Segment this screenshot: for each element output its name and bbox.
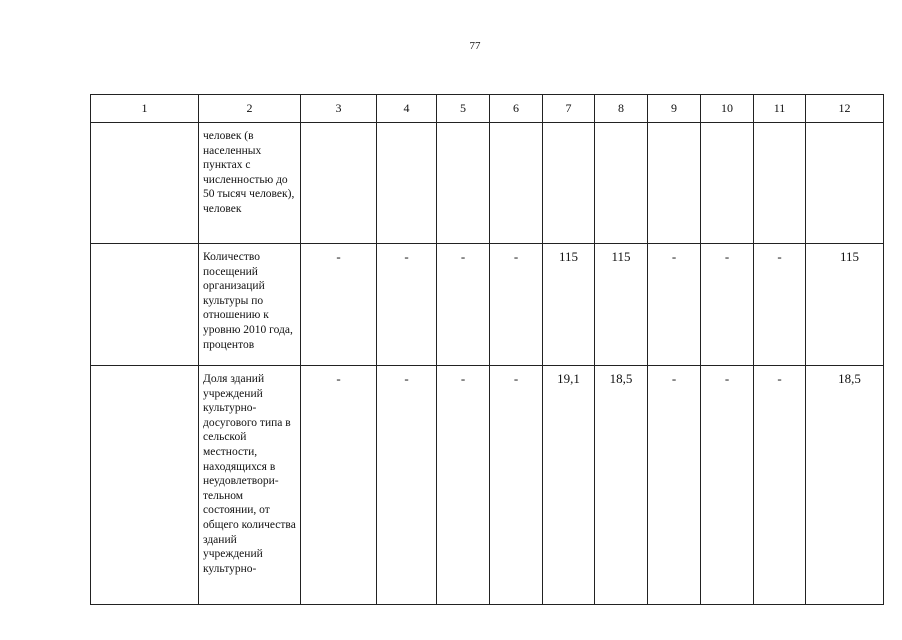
table-cell: 115 (595, 244, 648, 366)
table-cell (806, 123, 884, 244)
header-cell: 7 (543, 95, 595, 123)
table-header-row (91, 95, 884, 123)
table-cell: - (437, 244, 490, 366)
page-number: 77 (469, 40, 481, 52)
table-cell: - (301, 244, 377, 366)
table-cell (490, 123, 543, 244)
table-cell: - (648, 366, 701, 605)
table-cell (648, 123, 701, 244)
header-cell: 12 (806, 95, 884, 123)
table-cell: 18,5 (806, 366, 884, 605)
header-cell: 8 (595, 95, 648, 123)
table-cell (701, 123, 754, 244)
table-cell (595, 123, 648, 244)
header-cell: 1 (91, 95, 199, 123)
indicator-description: Количество посещений организаций культуры по отношению к уровню 2010 года, процентов (199, 244, 301, 366)
table-cell: - (437, 366, 490, 605)
table-cell (377, 123, 437, 244)
header-cell: 5 (437, 95, 490, 123)
table-cell: - (490, 366, 543, 605)
indicator-description: человек (в населенных пунктах с численностью до 50 тысяч человек), человек (199, 123, 301, 244)
table-cell (437, 123, 490, 244)
header-cell: 11 (754, 95, 806, 123)
table-cell: - (490, 244, 543, 366)
table-row (91, 123, 884, 244)
table-cell (91, 123, 199, 244)
indicator-description: Доля зданий учреждений культурно-досугового типа в сельской местности, находящихся в неудовлетвори-тельном состоянии, от общего количества зданий учреждений культурно- (199, 366, 301, 605)
table-cell: - (701, 244, 754, 366)
table-cell: - (754, 366, 806, 605)
table-cell: - (377, 244, 437, 366)
table-cell: - (701, 366, 754, 605)
table-row (91, 244, 884, 366)
table-cell: 115 (806, 244, 884, 366)
header-cell: 9 (648, 95, 701, 123)
table-cell: - (754, 244, 806, 366)
header-cell: 3 (301, 95, 377, 123)
table-cell: 19,1 (543, 366, 595, 605)
table-row (91, 366, 884, 605)
table-cell (543, 123, 595, 244)
header-cell: 4 (377, 95, 437, 123)
table-cell: 18,5 (595, 366, 648, 605)
table-cell (91, 244, 199, 366)
header-cell: 6 (490, 95, 543, 123)
table-cell: - (377, 366, 437, 605)
table-cell (91, 366, 199, 605)
table-cell: - (301, 366, 377, 605)
header-cell: 2 (199, 95, 301, 123)
table-cell (301, 123, 377, 244)
table-cell: 115 (543, 244, 595, 366)
table-cell: - (648, 244, 701, 366)
data-table (90, 94, 884, 605)
table-cell (754, 123, 806, 244)
header-cell: 10 (701, 95, 754, 123)
